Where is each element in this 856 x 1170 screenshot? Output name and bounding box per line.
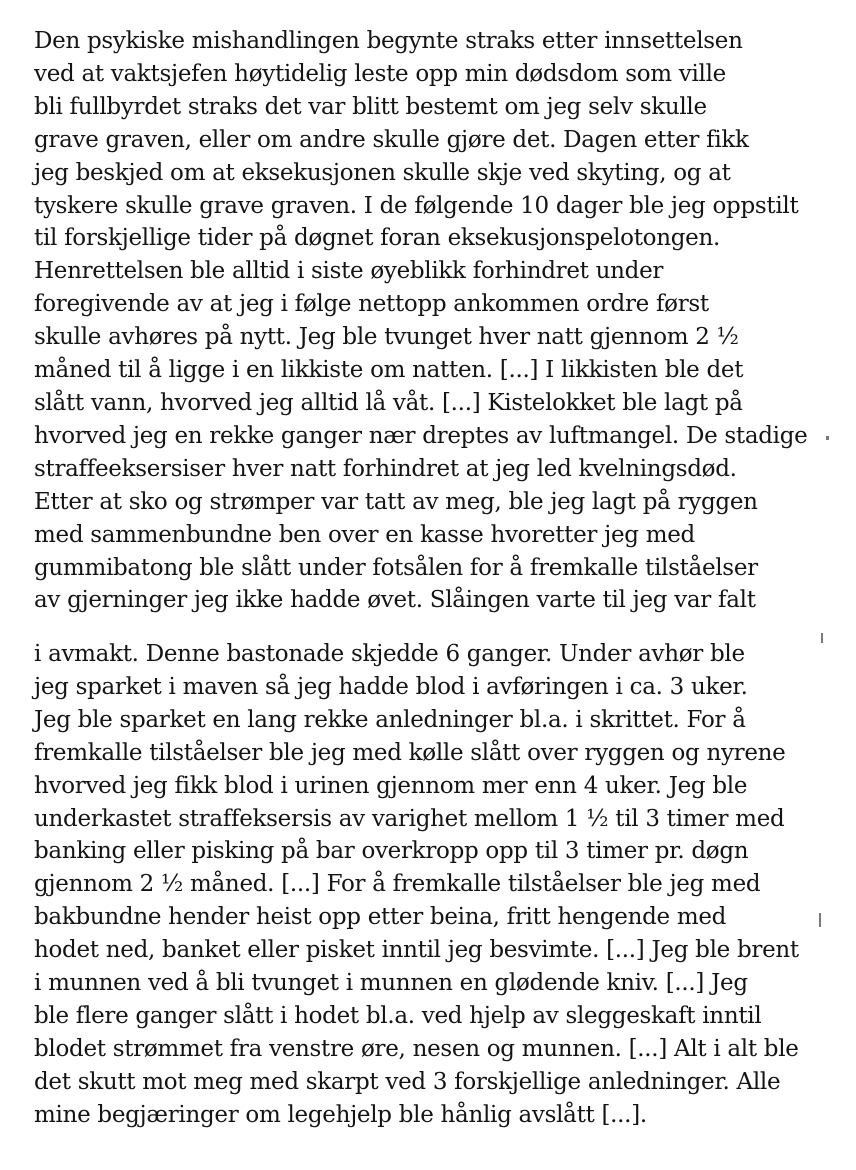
text-line: foregivende av at jeg i følge nettopp ankommen ordre først bbox=[34, 291, 709, 318]
text-line: banking eller pisking på bar overkropp opp til 3 timer pr. døgn bbox=[34, 838, 749, 865]
paragraph-1 bbox=[34, 25, 824, 617]
text-line: jeg beskjed om at eksekusjonen skulle skje ved skyting, og at bbox=[34, 159, 731, 186]
text-line: Jeg ble sparket en lang rekke anledninger bl.a. i skrittet. For å bbox=[34, 706, 746, 733]
text-line: til forskjellige tider på døgnet foran eksekusjonspelotongen. bbox=[34, 225, 720, 252]
text-line: Den psykiske mishandlingen begynte straks etter innsettelsen bbox=[34, 28, 743, 54]
text-line: i avmakt. Denne bastonade skjedde 6 ganger. Under avhør ble bbox=[34, 641, 745, 667]
text-line: hodet ned, banket eller pisket inntil jeg besvimte. [...] Jeg ble brent bbox=[34, 937, 799, 964]
text-line: bakbundne hender heist opp etter beina, fritt hengende med bbox=[34, 904, 727, 931]
text-line: det skutt mot meg med skarpt ved 3 forskjellige anledninger. Alle bbox=[34, 1068, 781, 1095]
text-line: straffeeksersiser hver natt forhindret at jeg led kvelningsdød. bbox=[34, 455, 737, 482]
scan-speck bbox=[819, 913, 821, 927]
paragraph-2 bbox=[34, 638, 824, 1132]
text-line: gummibatong ble slått under fotsålen for å fremkalle tilståelser bbox=[34, 554, 758, 581]
text-line: mine begjæringer om legehjelp ble hånlig avslått [...]. bbox=[34, 1101, 647, 1128]
text-line: gjennom 2 ½ måned. [...] For å fremkalle tilståelser ble jeg med bbox=[34, 871, 761, 898]
text-line: ved at vaktsjefen høytidelig leste opp min dødsdom som ville bbox=[34, 60, 726, 87]
text-line: bli fullbyrdet straks det var blitt bestemt om jeg selv skulle bbox=[34, 93, 707, 120]
text-line: i munnen ved å bli tvunget i munnen en glødende kniv. [...] Jeg bbox=[34, 970, 748, 997]
text-line: skulle avhøres på nytt. Jeg ble tvunget hver natt gjennom 2 ½ bbox=[34, 324, 739, 351]
text-line: ble flere ganger slått i hodet bl.a. ved hjelp av sleggeskaft inntil bbox=[34, 1002, 762, 1029]
text-line: underkastet straffeksersis av varighet mellom 1 ½ til 3 timer med bbox=[34, 805, 785, 832]
scan-speck bbox=[826, 436, 829, 440]
text-line: slått vann, hvorved jeg alltid lå våt. [...] Kistelokket ble lagt på bbox=[34, 389, 743, 416]
text-line: av gjerninger jeg ikke hadde øvet. Slåingen varte til jeg var falt bbox=[34, 587, 756, 614]
text-line: hvorved jeg en rekke ganger nær dreptes av luftmangel. De stadige bbox=[34, 422, 808, 449]
text-line: tyskere skulle grave graven. I de følgende 10 dager ble jeg oppstilt bbox=[34, 192, 799, 219]
text-line: måned til å ligge i en likkiste om natten. [...] I likkisten ble det bbox=[34, 357, 744, 384]
text-line: fremkalle tilståelser ble jeg med kølle slått over ryggen og nyrene bbox=[34, 739, 786, 766]
text-line: Etter at sko og strømper var tatt av meg, ble jeg lagt på ryggen bbox=[34, 488, 758, 515]
text-line: Henrettelsen ble alltid i siste øyeblikk forhindret under bbox=[34, 258, 664, 285]
text-line: grave graven, eller om andre skulle gjøre det. Dagen etter fikk bbox=[34, 126, 749, 153]
text-line: blodet strømmet fra venstre øre, nesen og munnen. [...] Alt i alt ble bbox=[34, 1035, 799, 1062]
text-line: hvorved jeg fikk blod i urinen gjennom mer enn 4 uker. Jeg ble bbox=[34, 772, 748, 799]
scan-speck bbox=[821, 633, 823, 643]
text-line: med sammenbundne ben over en kasse hvoretter jeg med bbox=[34, 521, 695, 548]
text-line: jeg sparket i maven så jeg hadde blod i avføringen i ca. 3 uker. bbox=[34, 673, 748, 700]
